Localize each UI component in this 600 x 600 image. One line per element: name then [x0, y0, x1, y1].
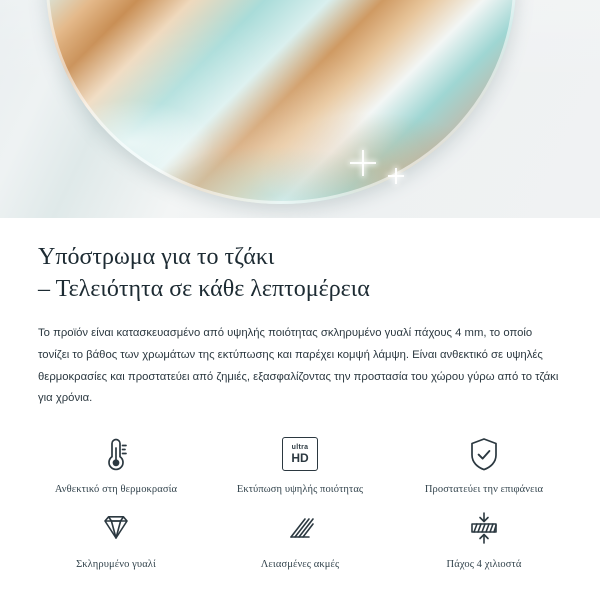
feature-label: Πάχος 4 χιλιοστά — [446, 558, 522, 570]
content-section — [0, 218, 600, 410]
feature-item-temperature — [24, 432, 208, 497]
feature-item-surface-protection — [392, 432, 576, 497]
feature-label: Λειασμένες ακμές — [260, 558, 340, 570]
description-paragraph: Το προϊόν είναι κατασκευασμένο από υψηλής ποιότητας σκληρυμένο γυαλί πάχους 4 mm, το οποίο τονίζει το βάθος των χρωμάτων της εκτύπωσης και παρέχει κομψή λάμψη. Είναι ανθεκτικό σε υψηλές θερμοκρασίες και προστατεύει από ζημιές, εξασφαλίζοντας την προστασία του χώρου γύρω από το τζάκι για χρόνια. — [38, 327, 559, 405]
feature-label: Προστατεύει την επιφάνεια — [424, 484, 544, 496]
feature-grid — [0, 410, 600, 571]
ultra-hd-badge-icon — [282, 432, 318, 476]
feature-item-polished-edges — [208, 507, 392, 572]
feature-item-tempered-glass — [24, 507, 208, 572]
page-title — [38, 242, 562, 305]
thickness-arrows-icon — [463, 507, 505, 551]
feature-item-thickness — [392, 507, 576, 572]
diamond-icon — [95, 507, 137, 551]
headline-line-2: – Τελειότητα σε κάθε λεπτομέρεια — [38, 275, 370, 302]
shield-check-icon — [464, 432, 504, 476]
feature-label: Εκτύπωση υψηλής ποιότητας — [236, 484, 364, 496]
badge-top-text: ultra — [291, 444, 309, 452]
badge-bottom-text: HD — [291, 451, 309, 466]
feature-label: Ανθεκτικό στη θερμοκρασία — [54, 484, 178, 496]
hero-image — [0, 0, 600, 218]
feature-item-print-quality — [208, 432, 392, 497]
feature-label: Σκληρυμένο γυαλί — [76, 558, 156, 570]
polished-edges-icon — [280, 507, 320, 551]
thermometer-icon — [96, 432, 136, 476]
headline-line-1: Υπόστρωμα για το τζάκι — [38, 244, 275, 270]
